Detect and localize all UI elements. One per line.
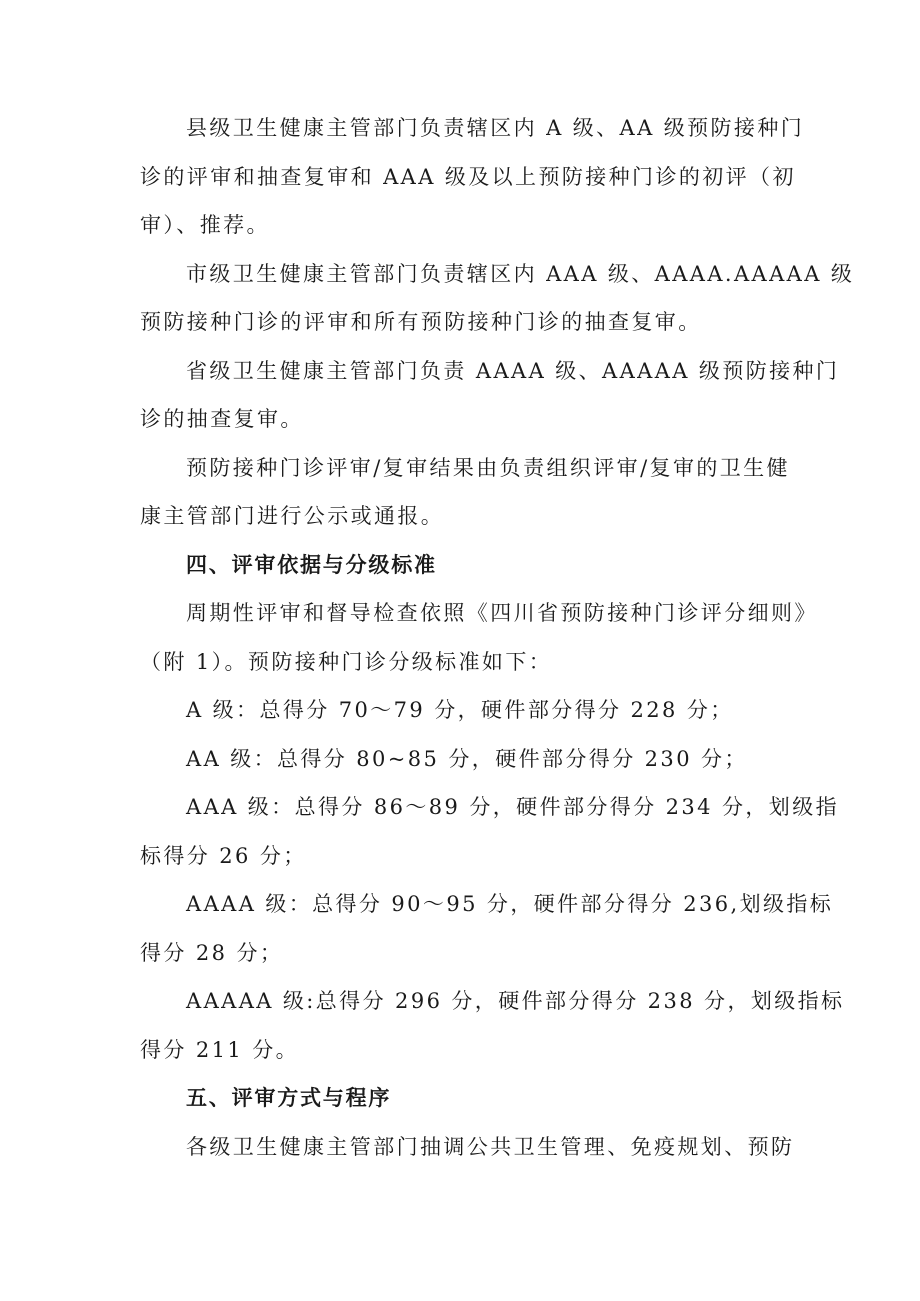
text-line: 诊的评审和抽查复审和 AAA 级及以上预防接种门诊的初评（初	[140, 164, 796, 189]
paragraph	[140, 347, 840, 444]
heading-text: 四、评审依据与分级标准	[186, 552, 437, 577]
document-page	[140, 104, 855, 1171]
text-line: 得分 28 分；	[140, 940, 284, 965]
paragraph	[140, 104, 805, 250]
text-line: 诊的抽查复审。	[140, 407, 304, 431]
paragraph	[140, 444, 790, 541]
paragraph	[140, 686, 785, 735]
text-line: A 级：总得分 70～79 分，硬件部分得分 228 分；	[186, 698, 734, 722]
text-line: 市级卫生健康主管部门负责辖区内 AAA 级、AAAA.AAAAA 级	[186, 261, 855, 286]
heading-text: 五、评审方式与程序	[186, 1086, 392, 1110]
text-line: 省级卫生健康主管部门负责 AAAA 级、AAAAA 级预防接种门	[186, 358, 840, 383]
text-line: 周期性评审和督导检查依照《四川省预防接种门诊评分细则》	[186, 601, 818, 625]
section-heading	[140, 1074, 785, 1123]
text-line: 标得分 26 分；	[140, 843, 307, 868]
paragraph	[140, 250, 855, 347]
text-line: AAAAA 级:总得分 296 分，硬件部分得分 238 分，划级指标	[186, 989, 845, 1013]
paragraph	[140, 783, 839, 880]
text-line: 审）、推荐。	[140, 213, 270, 237]
paragraph	[140, 1123, 795, 1172]
paragraph	[140, 735, 785, 784]
text-line: 县级卫生健康主管部门负责辖区内 A 级、AA 级预防接种门	[186, 116, 805, 140]
text-line: 预防接种门诊的评审和所有预防接种门诊的抽查复审。	[140, 310, 702, 334]
paragraph	[140, 589, 818, 686]
text-line: （附 1）。预防接种门诊分级标准如下：	[140, 649, 553, 674]
text-line: 各级卫生健康主管部门抽调公共卫生管理、免疫规划、预防	[186, 1134, 795, 1159]
text-line: 得分 211 分。	[140, 1037, 300, 1062]
text-line: AA 级：总得分 80~85 分，硬件部分得分 230 分；	[186, 746, 748, 771]
text-line: AAAA 级：总得分 90～95 分，硬件部分得分 236,划级指标	[186, 892, 834, 916]
text-line: 预防接种门诊评审/复审结果由负责组织评审/复审的卫生健	[186, 455, 790, 480]
section-heading	[140, 541, 785, 590]
paragraph	[140, 880, 834, 977]
text-line: 康主管部门进行公示或通报。	[140, 504, 445, 528]
paragraph	[140, 977, 845, 1074]
text-line: AAA 级：总得分 86～89 分，硬件部分得分 234 分，划级指	[186, 795, 839, 819]
